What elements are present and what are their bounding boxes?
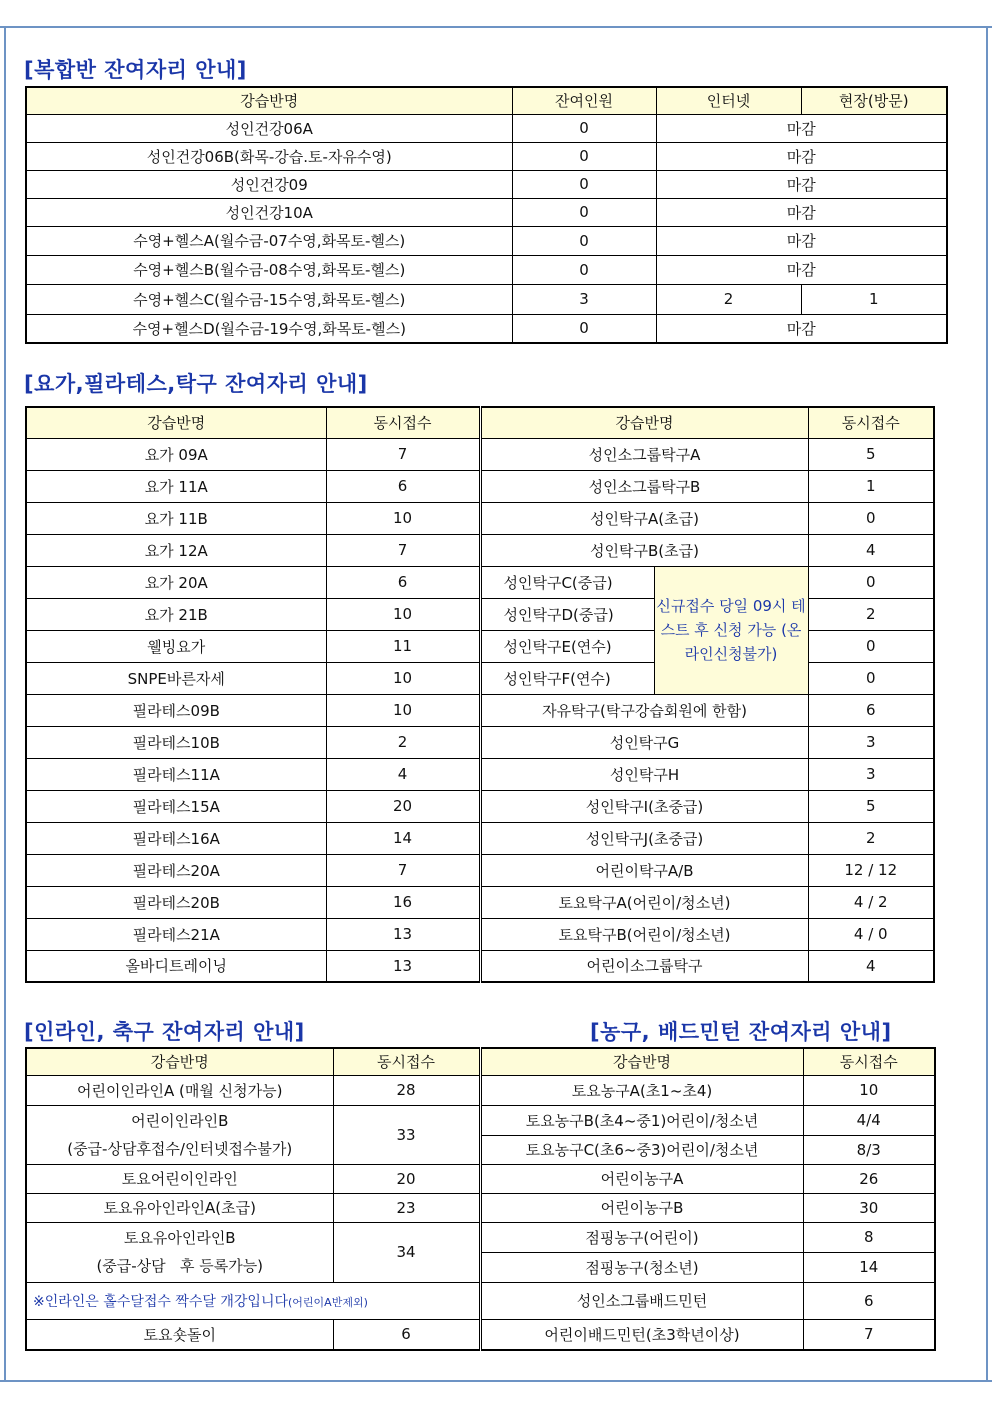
remain-count: 0 xyxy=(512,170,656,198)
class-name: 필라테스21A xyxy=(26,918,326,950)
inline-header-name-left: 강습반명 xyxy=(26,1048,333,1075)
concurrent-count: 20 xyxy=(333,1164,480,1193)
table-row xyxy=(26,886,934,918)
class-name: 성인탁구C(중급) xyxy=(480,566,654,598)
closed-status: 마감 xyxy=(656,198,947,226)
concurrent-count: 2 xyxy=(808,822,934,854)
class-name: 필라테스10B xyxy=(26,726,326,758)
closed-status: 마감 xyxy=(656,170,947,198)
concurrent-count: 11 xyxy=(326,630,480,662)
concurrent-count: 0 xyxy=(808,630,934,662)
class-name: 성인소그룹탁구A xyxy=(480,438,808,470)
table-row xyxy=(26,114,947,142)
frame-bottom-border xyxy=(0,1380,992,1382)
class-name: 성인건강10A xyxy=(26,198,512,226)
class-name: 필라테스20B xyxy=(26,886,326,918)
concurrent-count: 4 xyxy=(326,758,480,790)
concurrent-count: 10 xyxy=(326,502,480,534)
frame-left-border xyxy=(4,26,6,1382)
class-name: 수영+헬스D(월수금-19수영,화목토-헬스) xyxy=(26,314,512,343)
table-row xyxy=(26,534,934,566)
concurrent-count: 13 xyxy=(326,950,480,982)
table-row xyxy=(26,170,947,198)
concurrent-count: 7 xyxy=(326,854,480,886)
class-name-line2: (중급-상담 후 등록가능) xyxy=(96,1257,264,1275)
inline-notice-small: (어린이A반제외) xyxy=(288,1295,368,1309)
class-name-line1: 어린이인라인B xyxy=(131,1111,229,1130)
class-name: 필라테스11A xyxy=(26,758,326,790)
class-name: 점핑농구(어린이) xyxy=(480,1222,803,1252)
yoga-table xyxy=(25,406,935,983)
table-row xyxy=(26,726,934,758)
table-row xyxy=(26,1222,935,1252)
complex-header-onsite: 현장(방문) xyxy=(801,87,947,114)
class-name: 성인건강06A xyxy=(26,114,512,142)
class-name: 성인탁구G xyxy=(480,726,808,758)
concurrent-count: 6 xyxy=(808,694,934,726)
class-name: 토요숏돌이 xyxy=(26,1319,333,1350)
table-tennis-note: 신규접수 당일 09시 테스트 후 신청 가능 (온라인신청불가) xyxy=(654,566,808,694)
internet-count: 2 xyxy=(656,284,801,314)
remain-count: 0 xyxy=(512,226,656,255)
basketball-section-title: [농구, 배드민턴 잔여자리 안내] xyxy=(590,1020,892,1044)
table-row xyxy=(26,314,947,343)
concurrent-count: 14 xyxy=(803,1252,935,1282)
table-row xyxy=(26,1164,935,1193)
remain-count: 0 xyxy=(512,198,656,226)
concurrent-count: 4 / 2 xyxy=(808,886,934,918)
concurrent-count: 0 xyxy=(808,662,934,694)
table-row xyxy=(26,470,934,502)
concurrent-count: 2 xyxy=(808,598,934,630)
class-name: 성인탁구J(초중급) xyxy=(480,822,808,854)
concurrent-count: 6 xyxy=(333,1319,480,1350)
inline-table xyxy=(25,1047,936,1351)
inline-header-row xyxy=(26,1048,935,1075)
table-row xyxy=(26,284,947,314)
concurrent-count: 4/4 xyxy=(803,1105,935,1135)
class-name: 올바디트레이닝 xyxy=(26,950,326,982)
concurrent-count: 23 xyxy=(333,1193,480,1222)
concurrent-count: 28 xyxy=(333,1075,480,1105)
concurrent-count: 14 xyxy=(326,822,480,854)
class-name: 토요유아인라인A(초급) xyxy=(26,1193,333,1222)
class-name: 웰빙요가 xyxy=(26,630,326,662)
concurrent-count: 7 xyxy=(803,1319,935,1350)
concurrent-count: 1 xyxy=(808,470,934,502)
concurrent-count: 5 xyxy=(808,438,934,470)
class-name: 수영+헬스A(월수금-07수영,화목토-헬스) xyxy=(26,226,512,255)
frame-top-border xyxy=(0,26,992,28)
complex-section-title: [복합반 잔여자리 안내] xyxy=(24,58,247,82)
concurrent-count: 5 xyxy=(808,790,934,822)
concurrent-count: 2 xyxy=(326,726,480,758)
class-name: SNPE바른자세 xyxy=(26,662,326,694)
class-name: 필라테스09B xyxy=(26,694,326,726)
class-name: 어린이농구B xyxy=(480,1193,803,1222)
table-row xyxy=(26,1075,935,1105)
table-row xyxy=(26,198,947,226)
class-name: 요가 20A xyxy=(26,566,326,598)
complex-header-name: 강습반명 xyxy=(26,87,512,114)
class-name: 토요어린이인라인 xyxy=(26,1164,333,1193)
closed-status: 마감 xyxy=(656,314,947,343)
concurrent-count: 4 xyxy=(808,950,934,982)
class-name: 토요탁구A(어린이/청소년) xyxy=(480,886,808,918)
concurrent-count: 13 xyxy=(326,918,480,950)
table-row xyxy=(26,758,934,790)
class-name: 필라테스15A xyxy=(26,790,326,822)
concurrent-count: 3 xyxy=(808,758,934,790)
complex-table xyxy=(25,86,948,344)
class-name: 요가 09A xyxy=(26,438,326,470)
concurrent-count: 12 / 12 xyxy=(808,854,934,886)
concurrent-count: 6 xyxy=(326,470,480,502)
complex-header-row xyxy=(26,87,947,114)
table-row xyxy=(26,226,947,255)
table-row xyxy=(26,1282,935,1319)
class-name: 어린이인라인A (매월 신청가능) xyxy=(26,1075,333,1105)
concurrent-count: 7 xyxy=(326,438,480,470)
class-name: 수영+헬스B(월수금-08수영,화목토-헬스) xyxy=(26,255,512,284)
class-name: 성인건강06B(화목-강습.토-자유수영) xyxy=(26,142,512,170)
onsite-count: 1 xyxy=(801,284,947,314)
table-row xyxy=(26,1319,935,1350)
concurrent-count: 20 xyxy=(326,790,480,822)
class-name: 필라테스16A xyxy=(26,822,326,854)
concurrent-count: 7 xyxy=(326,534,480,566)
inline-header-count-left: 동시접수 xyxy=(333,1048,480,1075)
table-row xyxy=(26,1193,935,1222)
remain-count: 0 xyxy=(512,142,656,170)
class-name: 성인탁구H xyxy=(480,758,808,790)
class-name-line2: (중급-상담후접수/인터넷접수불가) xyxy=(67,1139,293,1158)
class-name: 성인탁구F(연수) xyxy=(480,662,654,694)
class-name: 요가 12A xyxy=(26,534,326,566)
table-row xyxy=(26,950,934,982)
closed-status: 마감 xyxy=(656,226,947,255)
class-name: 성인탁구B(초급) xyxy=(480,534,808,566)
table-row xyxy=(26,1105,935,1135)
class-name: 성인탁구E(연수) xyxy=(480,630,654,662)
table-row xyxy=(26,502,934,534)
class-name: 토요농구C(초6~중3)어린이/청소년 xyxy=(480,1135,803,1164)
inline-notice-text: ※인라인은 홀수달접수 짝수달 개강입니다 xyxy=(33,1293,288,1310)
concurrent-count: 33 xyxy=(333,1105,480,1164)
class-name-two-line xyxy=(26,1222,333,1282)
concurrent-count: 3 xyxy=(808,726,934,758)
concurrent-count: 30 xyxy=(803,1193,935,1222)
concurrent-count: 4 / 0 xyxy=(808,918,934,950)
class-name: 어린이농구A xyxy=(480,1164,803,1193)
concurrent-count: 6 xyxy=(326,566,480,598)
class-name: 토요농구B(초4~중1)어린이/청소년 xyxy=(480,1105,803,1135)
table-row xyxy=(26,918,934,950)
class-name: 성인건강09 xyxy=(26,170,512,198)
concurrent-count: 6 xyxy=(803,1282,935,1319)
inline-section-title: [인라인, 축구 잔여자리 안내] xyxy=(24,1020,305,1044)
remain-count: 0 xyxy=(512,114,656,142)
class-name-two-line xyxy=(26,1105,333,1164)
class-name: 성인소그룹탁구B xyxy=(480,470,808,502)
inline-header-count-right: 동시접수 xyxy=(803,1048,935,1075)
remain-count: 0 xyxy=(512,314,656,343)
concurrent-count: 16 xyxy=(326,886,480,918)
class-name: 어린이배드민턴(초3학년이상) xyxy=(480,1319,803,1350)
concurrent-count: 10 xyxy=(326,662,480,694)
table-row xyxy=(26,822,934,854)
table-row xyxy=(26,854,934,886)
concurrent-count: 0 xyxy=(808,566,934,598)
yoga-header-row xyxy=(26,407,934,438)
concurrent-count: 10 xyxy=(326,694,480,726)
class-name: 성인탁구I(초중급) xyxy=(480,790,808,822)
class-name: 요가 11A xyxy=(26,470,326,502)
class-name: 토요탁구B(어린이/청소년) xyxy=(480,918,808,950)
class-name: 성인탁구A(초급) xyxy=(480,502,808,534)
class-name: 수영+헬스C(월수금-15수영,화목토-헬스) xyxy=(26,284,512,314)
concurrent-count: 0 xyxy=(808,502,934,534)
class-name: 요가 11B xyxy=(26,502,326,534)
remain-count: 3 xyxy=(512,284,656,314)
inline-notice xyxy=(26,1282,480,1319)
yoga-header-name-left: 강습반명 xyxy=(26,407,326,438)
table-row xyxy=(26,790,934,822)
yoga-header-name-right: 강습반명 xyxy=(480,407,808,438)
table-row xyxy=(26,694,934,726)
yoga-header-count-left: 동시접수 xyxy=(326,407,480,438)
complex-header-remain: 잔여인원 xyxy=(512,87,656,114)
concurrent-count: 8/3 xyxy=(803,1135,935,1164)
class-name: 점핑농구(청소년) xyxy=(480,1252,803,1282)
table-row xyxy=(26,142,947,170)
concurrent-count: 34 xyxy=(333,1222,480,1282)
yoga-header-count-right: 동시접수 xyxy=(808,407,934,438)
table-row xyxy=(26,255,947,284)
concurrent-count: 4 xyxy=(808,534,934,566)
complex-header-internet: 인터넷 xyxy=(656,87,801,114)
closed-status: 마감 xyxy=(656,114,947,142)
frame-right-border xyxy=(986,26,988,1382)
yoga-section-title: [요가,필라테스,탁구 잔여자리 안내] xyxy=(24,372,368,396)
concurrent-count: 26 xyxy=(803,1164,935,1193)
concurrent-count: 10 xyxy=(803,1075,935,1105)
class-name: 자유탁구(탁구강습회원에 한함) xyxy=(480,694,808,726)
table-row xyxy=(26,566,934,598)
closed-status: 마감 xyxy=(656,142,947,170)
class-name: 성인소그룹배드민턴 xyxy=(480,1282,803,1319)
remain-count: 0 xyxy=(512,255,656,284)
concurrent-count: 8 xyxy=(803,1222,935,1252)
class-name: 요가 21B xyxy=(26,598,326,630)
class-name: 성인탁구D(중급) xyxy=(480,598,654,630)
class-name: 토요농구A(초1~초4) xyxy=(480,1075,803,1105)
class-name: 필라테스20A xyxy=(26,854,326,886)
class-name-line1: 토요유아인라인B xyxy=(123,1229,236,1247)
concurrent-count: 10 xyxy=(326,598,480,630)
table-row xyxy=(26,438,934,470)
class-name: 어린이탁구A/B xyxy=(480,854,808,886)
closed-status: 마감 xyxy=(656,255,947,284)
inline-header-name-right: 강습반명 xyxy=(480,1048,803,1075)
class-name: 어린이소그룹탁구 xyxy=(480,950,808,982)
